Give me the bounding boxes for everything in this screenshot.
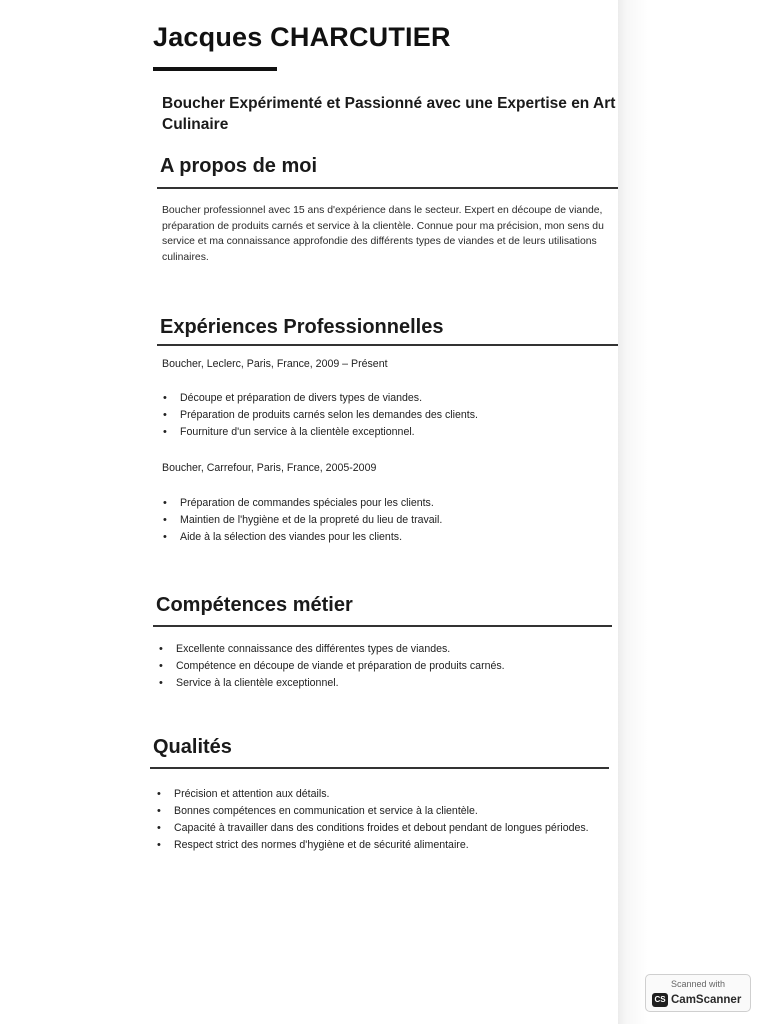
qualities-section-rule bbox=[150, 767, 609, 769]
job-title-2: Boucher, Carrefour, Paris, France, 2005-2009 bbox=[162, 462, 377, 474]
list-item: • Bonnes compétences en communication et service à la clientèle. bbox=[155, 803, 595, 820]
qualities-section-title: Qualités bbox=[153, 736, 232, 758]
name-underline bbox=[153, 67, 277, 71]
list-item: • Compétence en découpe de viande et préparation de produits carnés. bbox=[157, 658, 577, 675]
about-paragraph: Boucher professionnel avec 15 ans d'expérience dans le secteur. Expert en découpe de viande, préparation de produits carnés et service à la clientèle. Connue pour ma précision, mon sens du service et ma connaissance approfondie des différents types de viandes et de leurs utilisations culinaires. bbox=[162, 205, 604, 263]
list-item: • Fourniture d'un service à la clientèle exceptionnel. bbox=[161, 424, 601, 441]
skills-section-rule bbox=[153, 625, 612, 627]
qualities-list bbox=[155, 786, 595, 854]
candidate-headline: Boucher Expérimenté et Passionné avec une Expertise en Art Culinaire bbox=[162, 95, 616, 133]
page-edge-shadow bbox=[618, 0, 768, 1024]
skills-section-title: Compétences métier bbox=[156, 594, 353, 616]
list-item: • Préparation de commandes spéciales pour les clients. bbox=[161, 495, 601, 512]
job-title-1: Boucher, Leclerc, Paris, France, 2009 – Présent bbox=[162, 358, 388, 370]
watermark-brand: CamScanner bbox=[671, 994, 742, 1006]
list-item: • Excellente connaissance des différentes types de viandes. bbox=[157, 641, 577, 658]
camscanner-logo-icon: CS bbox=[652, 993, 668, 1007]
list-item: • Maintien de l'hygiène et de la propreté du lieu de travail. bbox=[161, 512, 601, 529]
watermark-caption: Scanned with bbox=[670, 979, 726, 989]
experience-section-title: Expériences Professionnelles bbox=[160, 316, 444, 338]
experience-section-rule bbox=[157, 344, 618, 346]
camscanner-watermark bbox=[645, 974, 751, 1012]
list-item: • Préparation de produits carnés selon les demandes des clients. bbox=[161, 407, 601, 424]
skills-list bbox=[157, 641, 577, 692]
list-item: • Découpe et préparation de divers types de viandes. bbox=[161, 390, 601, 407]
list-item: • Capacité à travailler dans des conditions froides et debout pendant de longues périodes. bbox=[155, 820, 595, 837]
candidate-name: Jacques CHARCUTIER bbox=[153, 22, 451, 52]
job-1-task-list bbox=[161, 390, 601, 441]
list-item: • Service à la clientèle exceptionnel. bbox=[157, 675, 577, 692]
about-section-rule bbox=[157, 187, 618, 189]
list-item: • Respect strict des normes d'hygiène et de sécurité alimentaire. bbox=[155, 837, 595, 854]
list-item: • Aide à la sélection des viandes pour les clients. bbox=[161, 529, 601, 546]
job-2-task-list bbox=[161, 495, 601, 546]
about-section-title: A propos de moi bbox=[160, 155, 318, 177]
list-item: • Précision et attention aux détails. bbox=[155, 786, 595, 803]
